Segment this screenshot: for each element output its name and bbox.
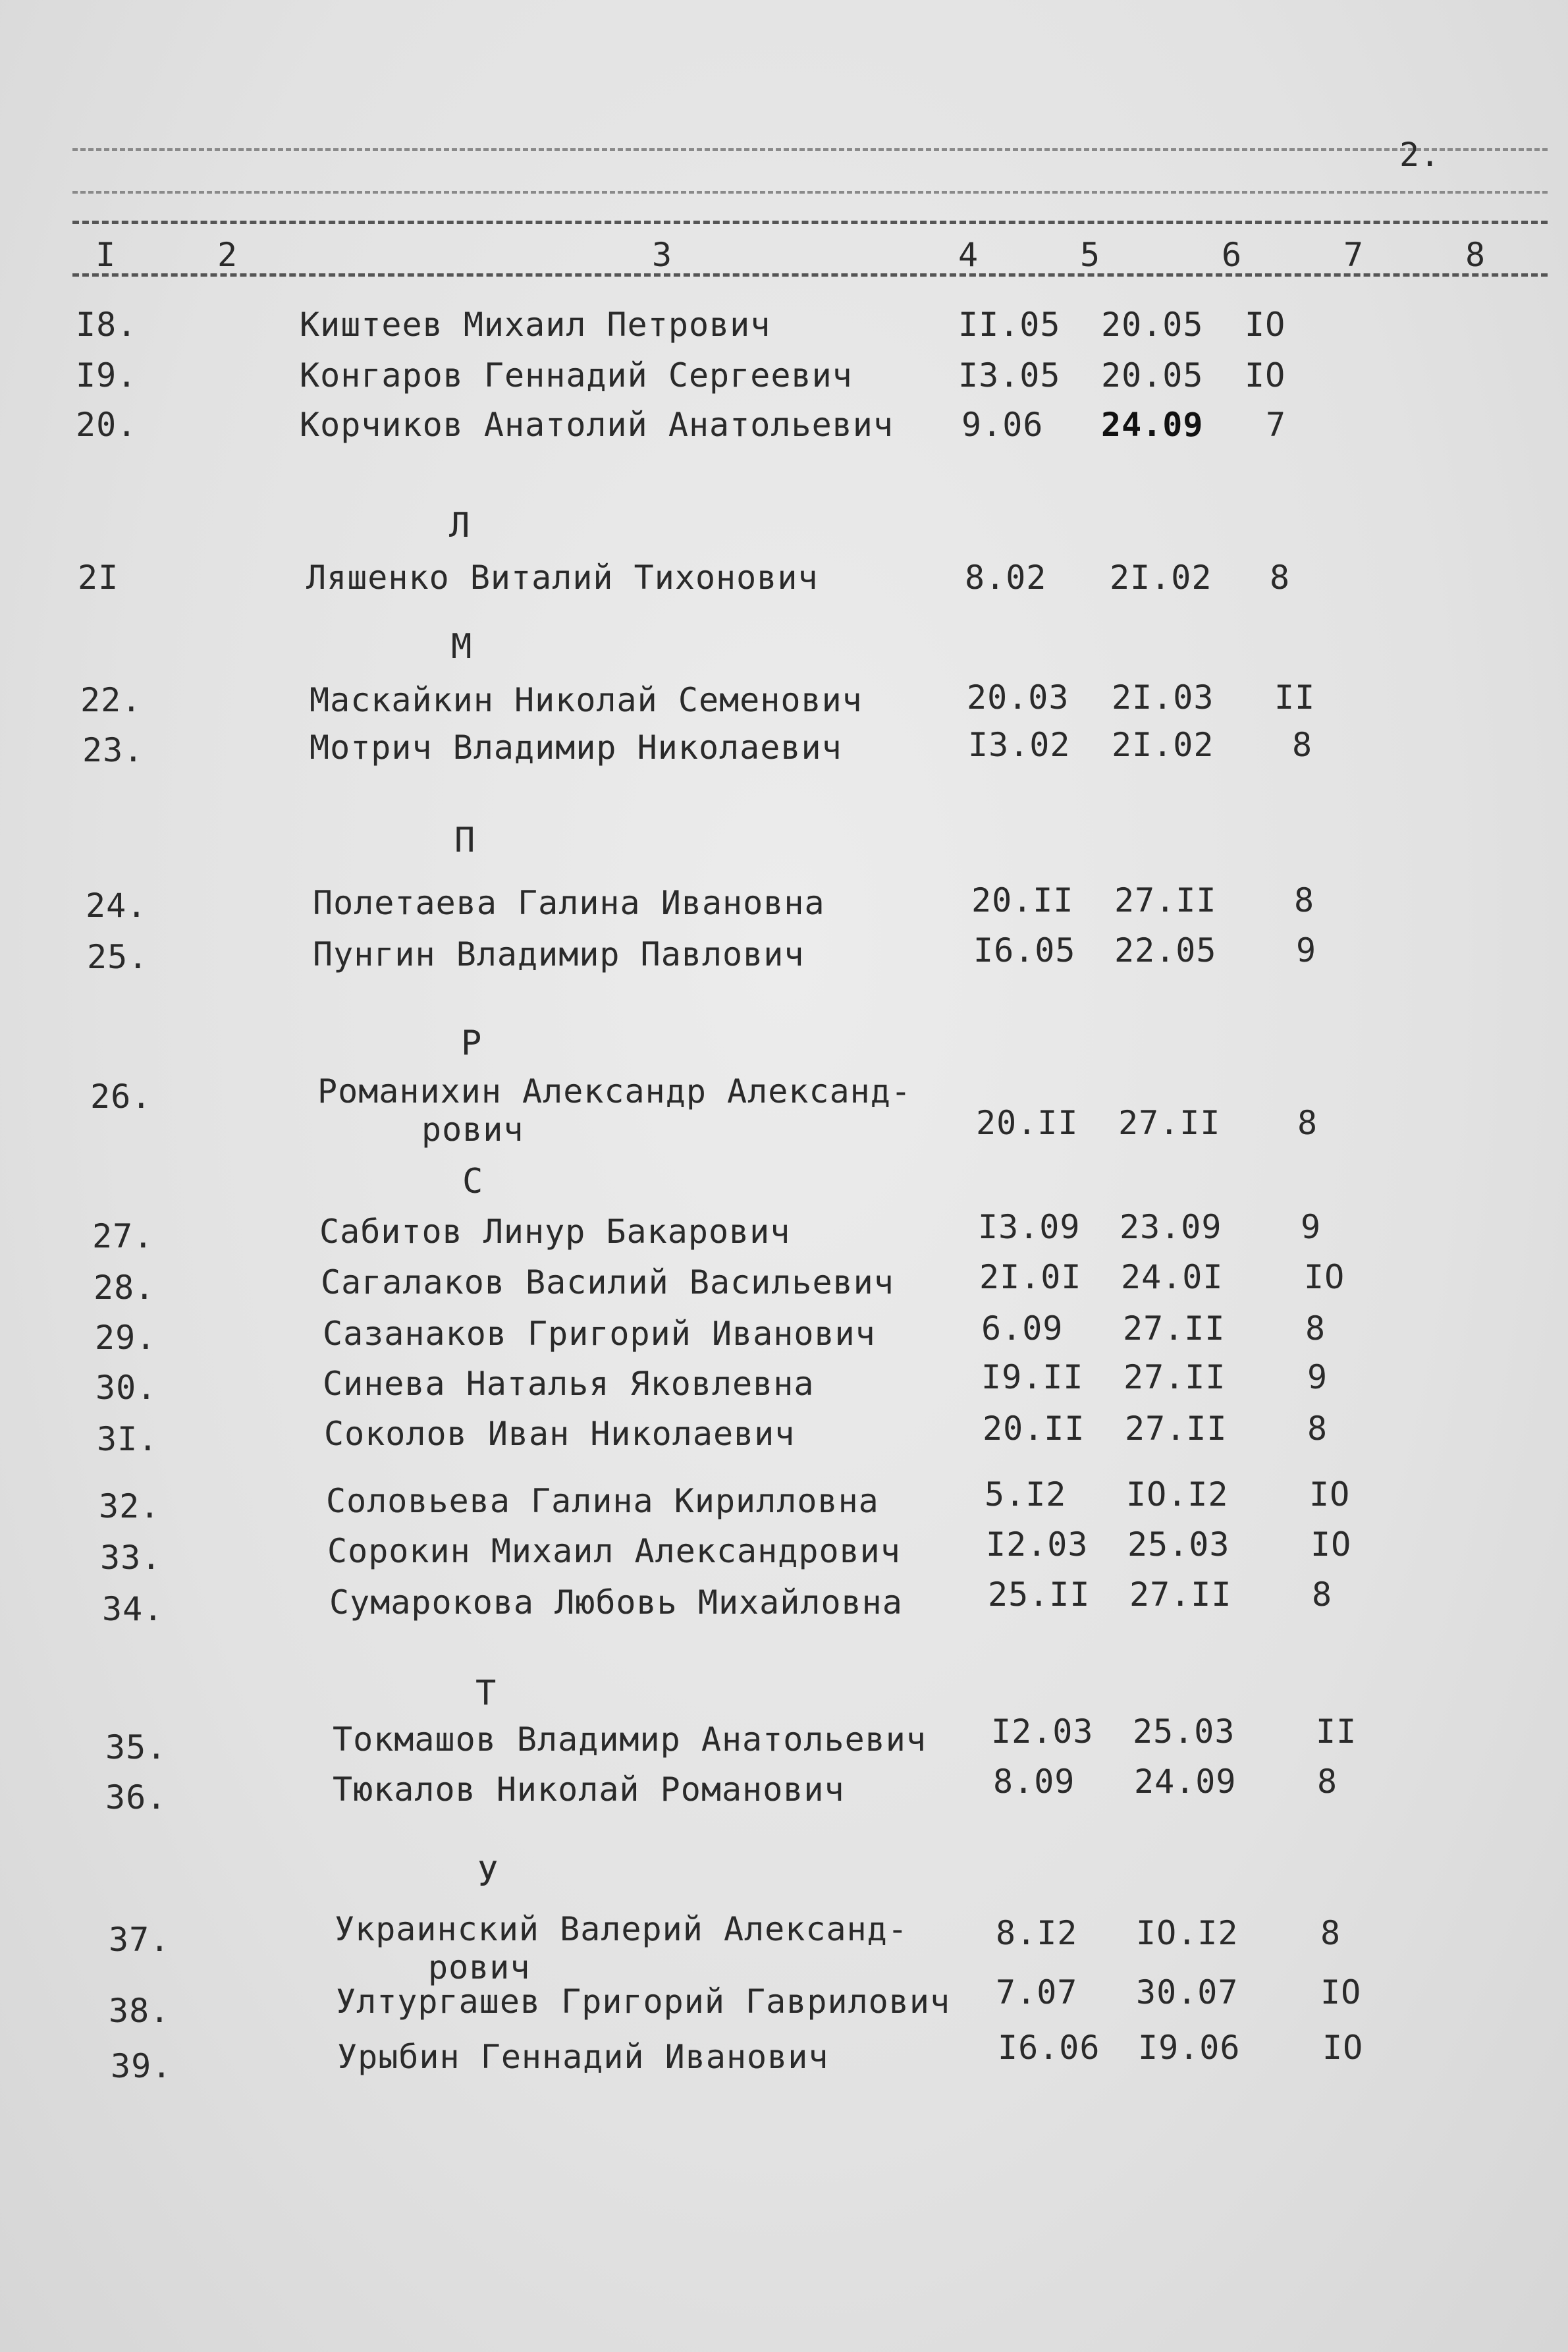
date-start: 6.09 (981, 1309, 1064, 1348)
value: 9 (1301, 1208, 1322, 1246)
value: II (1274, 678, 1316, 717)
top-rule-2 (72, 191, 1548, 194)
date-start: 20.II (983, 1409, 1085, 1448)
person-name: Урыбин Геннадий Иванович (337, 2038, 829, 2076)
date-start: 20.03 (967, 678, 1069, 717)
person-name: Конгаров Геннадий Сергеевич (300, 356, 853, 395)
value: 8 (1307, 1409, 1328, 1448)
date-end: 27.II (1123, 1358, 1226, 1396)
row-number: 23. (82, 731, 144, 769)
top-rule-1 (72, 148, 1548, 151)
date-end: 2I.02 (1110, 559, 1212, 597)
date-end: 20.05 (1101, 306, 1204, 344)
date-start: I2.03 (991, 1712, 1094, 1751)
row-number: 33. (100, 1539, 162, 1577)
column-header: 7 (1343, 236, 1365, 274)
date-start: I3.09 (978, 1208, 1081, 1246)
date-end: 27.II (1118, 1104, 1221, 1142)
row-number: 28. (94, 1269, 155, 1307)
value: 8 (1320, 1914, 1341, 1952)
column-header: 5 (1080, 236, 1101, 274)
date-end: 30.07 (1136, 1973, 1239, 2011)
person-name: Сумарокова Любовь Михайловна (329, 1583, 903, 1622)
person-name: Пунгин Владимир Павлович (313, 935, 805, 973)
date-start: 8.02 (965, 559, 1047, 597)
row-number: 26. (90, 1078, 152, 1116)
person-name: Сорокин Михаил Александрович (327, 1532, 901, 1570)
row-number: 36. (105, 1778, 167, 1817)
value: IO (1304, 1258, 1345, 1296)
value: IO (1320, 1973, 1362, 2011)
value: IO (1245, 306, 1286, 344)
column-header: 4 (958, 236, 979, 274)
value: 8 (1305, 1309, 1326, 1348)
person-name: Соколов Иван Николаевич (324, 1415, 796, 1453)
date-start: I3.02 (968, 726, 1071, 764)
value: IO (1311, 1525, 1352, 1564)
row-number: 25. (87, 938, 149, 976)
date-end: 27.II (1129, 1575, 1232, 1614)
value: 7 (1266, 406, 1287, 444)
value: IO (1245, 356, 1286, 395)
person-name: Полетаева Галина Ивановна (313, 884, 825, 922)
column-header: 8 (1465, 236, 1486, 274)
section-letter: С (462, 1162, 484, 1201)
value: 9 (1307, 1358, 1328, 1396)
column-header: 3 (652, 236, 673, 274)
date-start: 2I.0I (979, 1258, 1082, 1296)
date-end: IO.I2 (1126, 1475, 1229, 1514)
date-start: 8.I2 (996, 1914, 1078, 1952)
section-letter: М (451, 627, 473, 667)
date-start: 25.II (988, 1575, 1091, 1614)
date-start: 20.II (971, 881, 1074, 919)
date-start: 5.I2 (985, 1475, 1067, 1514)
header-rule-1 (72, 221, 1548, 224)
person-name: Токмашов Владимир Анатольевич (333, 1720, 927, 1759)
value: IO (1322, 2029, 1364, 2067)
date-start: 7.07 (996, 1973, 1078, 2011)
section-letter: П (454, 821, 476, 860)
date-end: 27.II (1114, 881, 1217, 919)
person-name: Тюкалов Николай Романович (333, 1770, 845, 1809)
row-number: 34. (102, 1590, 164, 1628)
person-name: Украинский Валерий Александ- (335, 1910, 908, 1948)
column-header: 6 (1222, 236, 1243, 274)
person-name: Сазанаков Григорий Иванович (323, 1315, 876, 1353)
row-number: 3I. (97, 1420, 159, 1458)
row-number: 39. (111, 2047, 173, 2085)
date-end: 2I.03 (1112, 678, 1214, 717)
row-number: 22. (80, 681, 142, 719)
value: IO (1309, 1475, 1351, 1514)
date-end: 25.03 (1133, 1712, 1235, 1751)
date-start: 20.II (976, 1104, 1079, 1142)
row-number: 37. (109, 1921, 171, 1959)
value: II (1316, 1712, 1357, 1751)
date-end: 24.09 (1101, 406, 1204, 444)
row-number: 32. (99, 1487, 161, 1525)
date-end: 23.09 (1120, 1208, 1222, 1246)
date-start: I9.II (981, 1358, 1084, 1396)
person-name: Корчиков Анатолий Анатольевич (300, 406, 894, 444)
row-number: 27. (92, 1217, 154, 1255)
column-header: I (95, 236, 117, 274)
date-end: IO.I2 (1136, 1914, 1239, 1952)
row-number: 2I (78, 559, 119, 597)
value: 9 (1296, 931, 1317, 970)
section-letter: У (477, 1855, 499, 1894)
row-number: 20. (76, 406, 138, 444)
value: 8 (1294, 881, 1315, 919)
person-name: Ултургашев Григорий Гаврилович (336, 1983, 951, 2021)
row-number: I9. (76, 356, 138, 395)
date-end: 24.0I (1121, 1258, 1224, 1296)
section-letter: Л (449, 506, 471, 545)
person-name: Маскайкин Николай Семенович (310, 681, 863, 719)
date-start: 8.09 (993, 1763, 1075, 1801)
person-name: Сабитов Линур Бакарович (319, 1213, 791, 1251)
date-end: 2I.02 (1112, 726, 1214, 764)
date-start: II.05 (958, 306, 1061, 344)
person-name: Киштеев Михаил Петрович (300, 306, 771, 344)
date-end: 22.05 (1114, 931, 1217, 970)
value: 8 (1292, 726, 1313, 764)
person-name-continued: рович (421, 1110, 524, 1149)
person-name-continued: рович (428, 1948, 531, 1986)
person-name: Синева Наталья Яковлевна (323, 1365, 815, 1403)
row-number: 24. (86, 887, 148, 925)
row-number: 29. (95, 1319, 157, 1357)
row-number: I8. (76, 306, 138, 344)
date-start: 9.06 (961, 406, 1044, 444)
column-header: 2 (217, 236, 238, 274)
date-end: I9.06 (1138, 2029, 1241, 2067)
person-name: Ляшенко Виталий Тихонович (306, 559, 819, 597)
section-letter: Т (475, 1674, 497, 1713)
row-number: 38. (109, 1992, 171, 2030)
date-start: I3.05 (958, 356, 1061, 395)
date-start: I6.06 (998, 2029, 1100, 2067)
date-end: 24.09 (1134, 1763, 1237, 1801)
section-letter: Р (461, 1024, 483, 1063)
date-end: 27.II (1125, 1409, 1228, 1448)
row-number: 35. (105, 1728, 167, 1766)
person-name: Соловьева Галина Кирилловна (326, 1482, 879, 1520)
person-name: Романихин Александр Александ- (317, 1072, 911, 1110)
person-name: Сагалаков Василий Васильевич (321, 1263, 894, 1301)
value: 8 (1312, 1575, 1333, 1614)
date-end: 27.II (1123, 1309, 1226, 1348)
date-end: 25.03 (1127, 1525, 1230, 1564)
row-number: 30. (95, 1369, 157, 1407)
person-name: Мотрич Владимир Николаевич (310, 728, 842, 767)
page-number: 2. (1399, 136, 1441, 174)
date-end: 20.05 (1101, 356, 1204, 395)
header-rule-2 (72, 273, 1548, 277)
value: 8 (1297, 1104, 1318, 1142)
value: 8 (1317, 1763, 1338, 1801)
date-start: I2.03 (986, 1525, 1089, 1564)
date-start: I6.05 (973, 931, 1076, 970)
value: 8 (1270, 559, 1291, 597)
